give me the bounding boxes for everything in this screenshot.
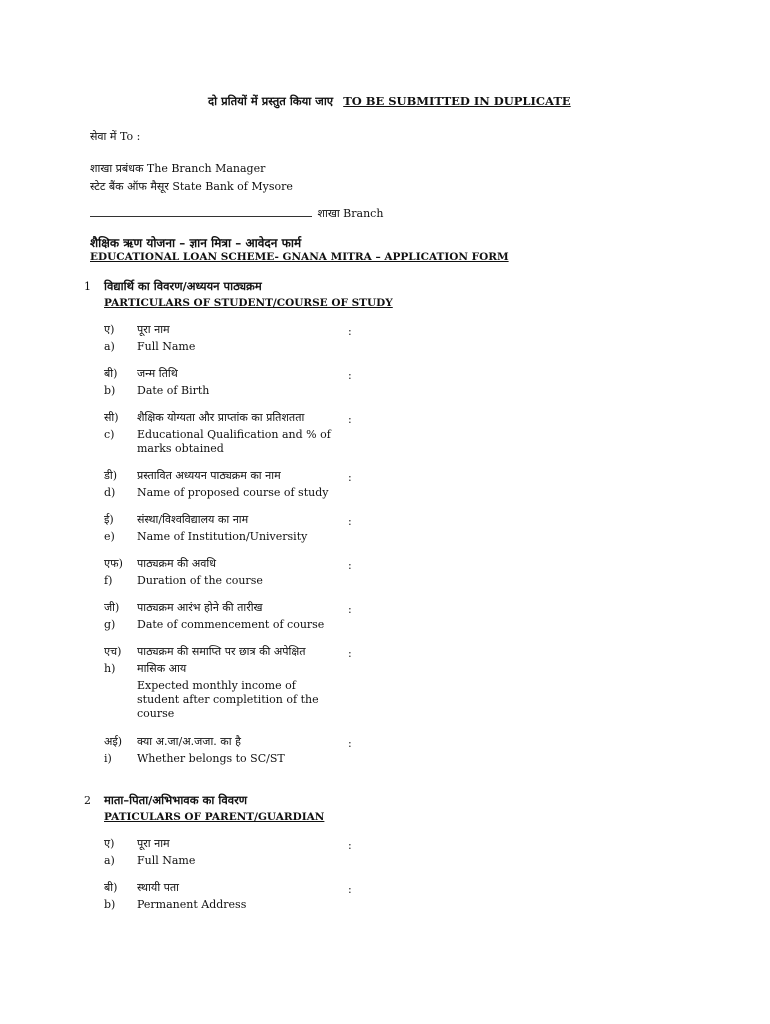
item-label-hindi: जी) [104, 601, 120, 614]
student-dob-item [104, 367, 374, 398]
item-text: Whether belongs to SC/ST [137, 752, 285, 765]
field-colon: : [348, 603, 352, 616]
section-1-number: 1 [84, 280, 91, 293]
field-colon: : [348, 647, 352, 660]
field-colon: : [348, 883, 352, 896]
item-text: Duration of the course [137, 574, 263, 587]
field-colon: : [348, 737, 352, 750]
item-label: b) [104, 384, 116, 397]
item-label-hindi: ई) [104, 513, 114, 526]
student-qualification-item [104, 411, 374, 456]
section-2-title-english: PATICULARS OF PARENT/GUARDIAN [104, 811, 325, 823]
address-line-1: शाखा प्रबंधक The Branch Manager [90, 162, 266, 175]
item-text: Expected monthly income of student after completition of the course [137, 679, 319, 720]
item-text: Full Name [137, 854, 196, 867]
item-label-hindi: बी) [104, 881, 118, 894]
scheme-title-hindi: शैक्षिक ऋण योजना – ज्ञान मित्रा – आवेदन फार्म [90, 236, 302, 250]
section-1-title-english: PARTICULARS OF STUDENT/COURSE OF STUDY [104, 297, 393, 309]
item-label-hindi: एफ) [104, 557, 123, 570]
scheme-title-english: EDUCATIONAL LOAN SCHEME- GNANA MITRA – APPLICATION FORM [90, 251, 509, 263]
field-colon: : [348, 413, 352, 426]
item-label: f) [104, 574, 113, 587]
branch-label: शाखा Branch [317, 207, 384, 220]
item-text-hindi: स्थायी पता [137, 881, 180, 894]
item-text-hindi: क्या अ.जा/अ.जजा. का है [137, 735, 241, 748]
field-colon: : [348, 471, 352, 484]
item-text: Name of Institution/University [137, 530, 308, 543]
guardian-address-item [104, 881, 374, 912]
address-line-2: स्टेट बैंक ऑफ मैसूर State Bank of Mysore [90, 180, 293, 193]
item-label: a) [104, 854, 115, 867]
item-text-hindi: पूरा नाम [137, 323, 170, 336]
header-hindi: दो प्रतियों में प्रस्तुत किया जाए [208, 94, 334, 108]
item-label-hindi: ए) [104, 323, 115, 336]
section-2-title-hindi: माता–पिता/अभिभावक का विवरण [104, 793, 248, 807]
item-label: g) [104, 618, 116, 631]
item-text: Full Name [137, 340, 196, 353]
item-label-hindi: बी) [104, 367, 118, 380]
item-text-hindi: संस्था/विश्वविद्यालय का नाम [137, 513, 249, 526]
item-text-hindi: पूरा नाम [137, 837, 170, 850]
item-label-hindi: ए) [104, 837, 115, 850]
field-colon: : [348, 559, 352, 572]
submission-header [208, 94, 571, 109]
item-text-hindi: शैक्षिक योग्यता और प्राप्तांक का प्रतिशतता [137, 411, 305, 424]
institution-item [104, 513, 374, 544]
item-label-hindi: डी) [104, 469, 118, 482]
header-english: TO BE SUBMITTED IN DUPLICATE [343, 94, 571, 108]
item-text-hindi: पाठ्यक्रम आरंभ होने की तारीख [137, 601, 263, 614]
guardian-full-name-item [104, 837, 374, 868]
item-text: Permanent Address [137, 898, 247, 911]
field-colon: : [348, 515, 352, 528]
field-colon: : [348, 839, 352, 852]
student-full-name-item [104, 323, 374, 354]
item-text: Date of commencement of course [137, 618, 325, 631]
to-line: सेवा में To : [90, 130, 141, 143]
item-text-hindi: पाठ्यक्रम की अवधि [137, 557, 216, 570]
item-label: e) [104, 530, 115, 543]
item-label: b) [104, 898, 116, 911]
item-label: d) [104, 486, 116, 499]
item-text-hindi: पाठ्यक्रम की समाप्ति पर छात्र की अपेक्षित [137, 645, 306, 658]
item-text: Name of proposed course of study [137, 486, 329, 499]
branch-blank-field[interactable] [90, 207, 312, 217]
branch-line [90, 206, 383, 221]
item-text: Educational Qualification and % of marks obtained [137, 428, 331, 455]
item-text: Date of Birth [137, 384, 210, 397]
course-duration-item [104, 557, 374, 588]
item-text-hindi: जन्म तिथि [137, 367, 178, 380]
item-label: i) [104, 752, 112, 765]
item-text-hindi-cont: मासिक आय [137, 662, 187, 675]
expected-income-item [104, 645, 374, 721]
item-text-hindi: प्रस्तावित अध्ययन पाठ्यक्रम का नाम [137, 469, 281, 482]
item-label-hindi: एच) [104, 645, 122, 658]
sc-st-item [104, 735, 374, 766]
field-colon: : [348, 369, 352, 382]
item-label-hindi: अई) [104, 735, 123, 748]
section-1-title-hindi: विद्यार्थि का विवरण/अध्ययन पाठ्यक्रम [104, 279, 262, 293]
proposed-course-item [104, 469, 374, 500]
field-colon: : [348, 325, 352, 338]
section-2-number: 2 [84, 794, 91, 807]
item-label: a) [104, 340, 115, 353]
item-label: h) [104, 662, 116, 675]
course-commencement-item [104, 601, 374, 632]
item-label-hindi: सी) [104, 411, 119, 424]
item-label: c) [104, 428, 115, 441]
